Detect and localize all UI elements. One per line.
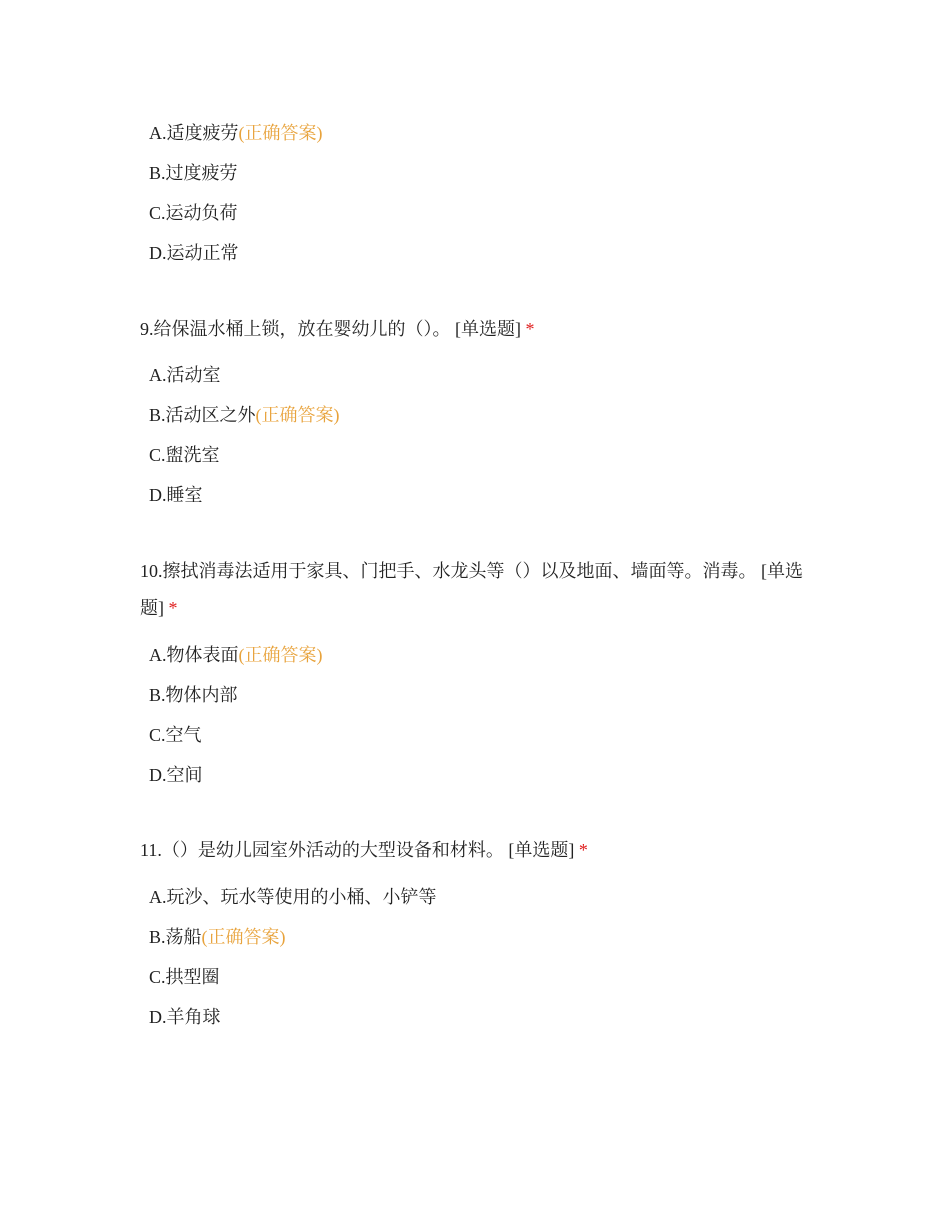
option-label: B.物体内部 <box>149 685 238 705</box>
option-label: A.适度疲劳 <box>149 123 239 143</box>
option-10b[interactable] <box>149 675 323 715</box>
option-label: A.活动室 <box>149 365 221 385</box>
question-type: [单选题] <box>140 561 803 618</box>
option-9c[interactable] <box>149 435 340 475</box>
correct-answer-badge: (正确答案) <box>238 123 323 143</box>
option-label: D.羊角球 <box>149 1007 221 1027</box>
option-label: C.空气 <box>149 725 202 745</box>
option-8a[interactable] <box>149 113 323 153</box>
option-label: D.运动正常 <box>149 243 239 263</box>
question-9-title <box>140 311 820 348</box>
question-11-title <box>140 832 820 869</box>
question-text: 9.给保温水桶上锁，放在婴幼儿的（）。 <box>140 319 451 339</box>
option-9d[interactable] <box>149 475 340 515</box>
question-type: [单选题] <box>508 840 575 860</box>
option-8d[interactable] <box>149 233 323 273</box>
option-11d[interactable] <box>149 997 437 1037</box>
option-label: D.空间 <box>149 765 203 785</box>
correct-answer-badge: (正确答案) <box>238 645 323 665</box>
question-11-options <box>149 877 437 1037</box>
option-label: A.物体表面 <box>149 645 239 665</box>
option-label: A.玩沙、玩水等使用的小桶、小铲等 <box>149 887 437 907</box>
question-10-title <box>140 553 820 627</box>
option-label: C.运动负荷 <box>149 203 238 223</box>
option-8c[interactable] <box>149 193 323 233</box>
option-10c[interactable] <box>149 715 323 755</box>
required-mark: * <box>578 840 588 860</box>
option-label: B.活动区之外 <box>149 405 256 425</box>
option-10d[interactable] <box>149 755 323 795</box>
required-mark: * <box>168 598 178 618</box>
required-mark: * <box>525 319 535 339</box>
option-8b[interactable] <box>149 153 323 193</box>
option-label: C.拱型圈 <box>149 967 220 987</box>
option-11a[interactable] <box>149 877 437 917</box>
option-label: C.盥洗室 <box>149 445 220 465</box>
option-label: B.过度疲劳 <box>149 163 238 183</box>
question-type: [单选题] <box>455 319 521 339</box>
option-label: B.荡船 <box>149 927 202 947</box>
option-10a[interactable] <box>149 635 323 675</box>
option-9a[interactable] <box>149 355 340 395</box>
question-10-options <box>149 635 323 795</box>
question-text: 10.擦拭消毒法适用于家具、门把手、水龙头等（）以及地面、墙面等。消毒。 <box>140 561 757 581</box>
option-9b[interactable] <box>149 395 340 435</box>
option-label: D.睡室 <box>149 485 203 505</box>
correct-answer-badge: (正确答案) <box>201 927 286 947</box>
correct-answer-badge: (正确答案) <box>255 405 340 425</box>
option-11b[interactable] <box>149 917 437 957</box>
question-text: 11.（）是幼儿园室外活动的大型设备和材料。 <box>140 840 504 860</box>
question-8-options <box>149 113 323 273</box>
question-9-options <box>149 355 340 515</box>
option-11c[interactable] <box>149 957 437 997</box>
